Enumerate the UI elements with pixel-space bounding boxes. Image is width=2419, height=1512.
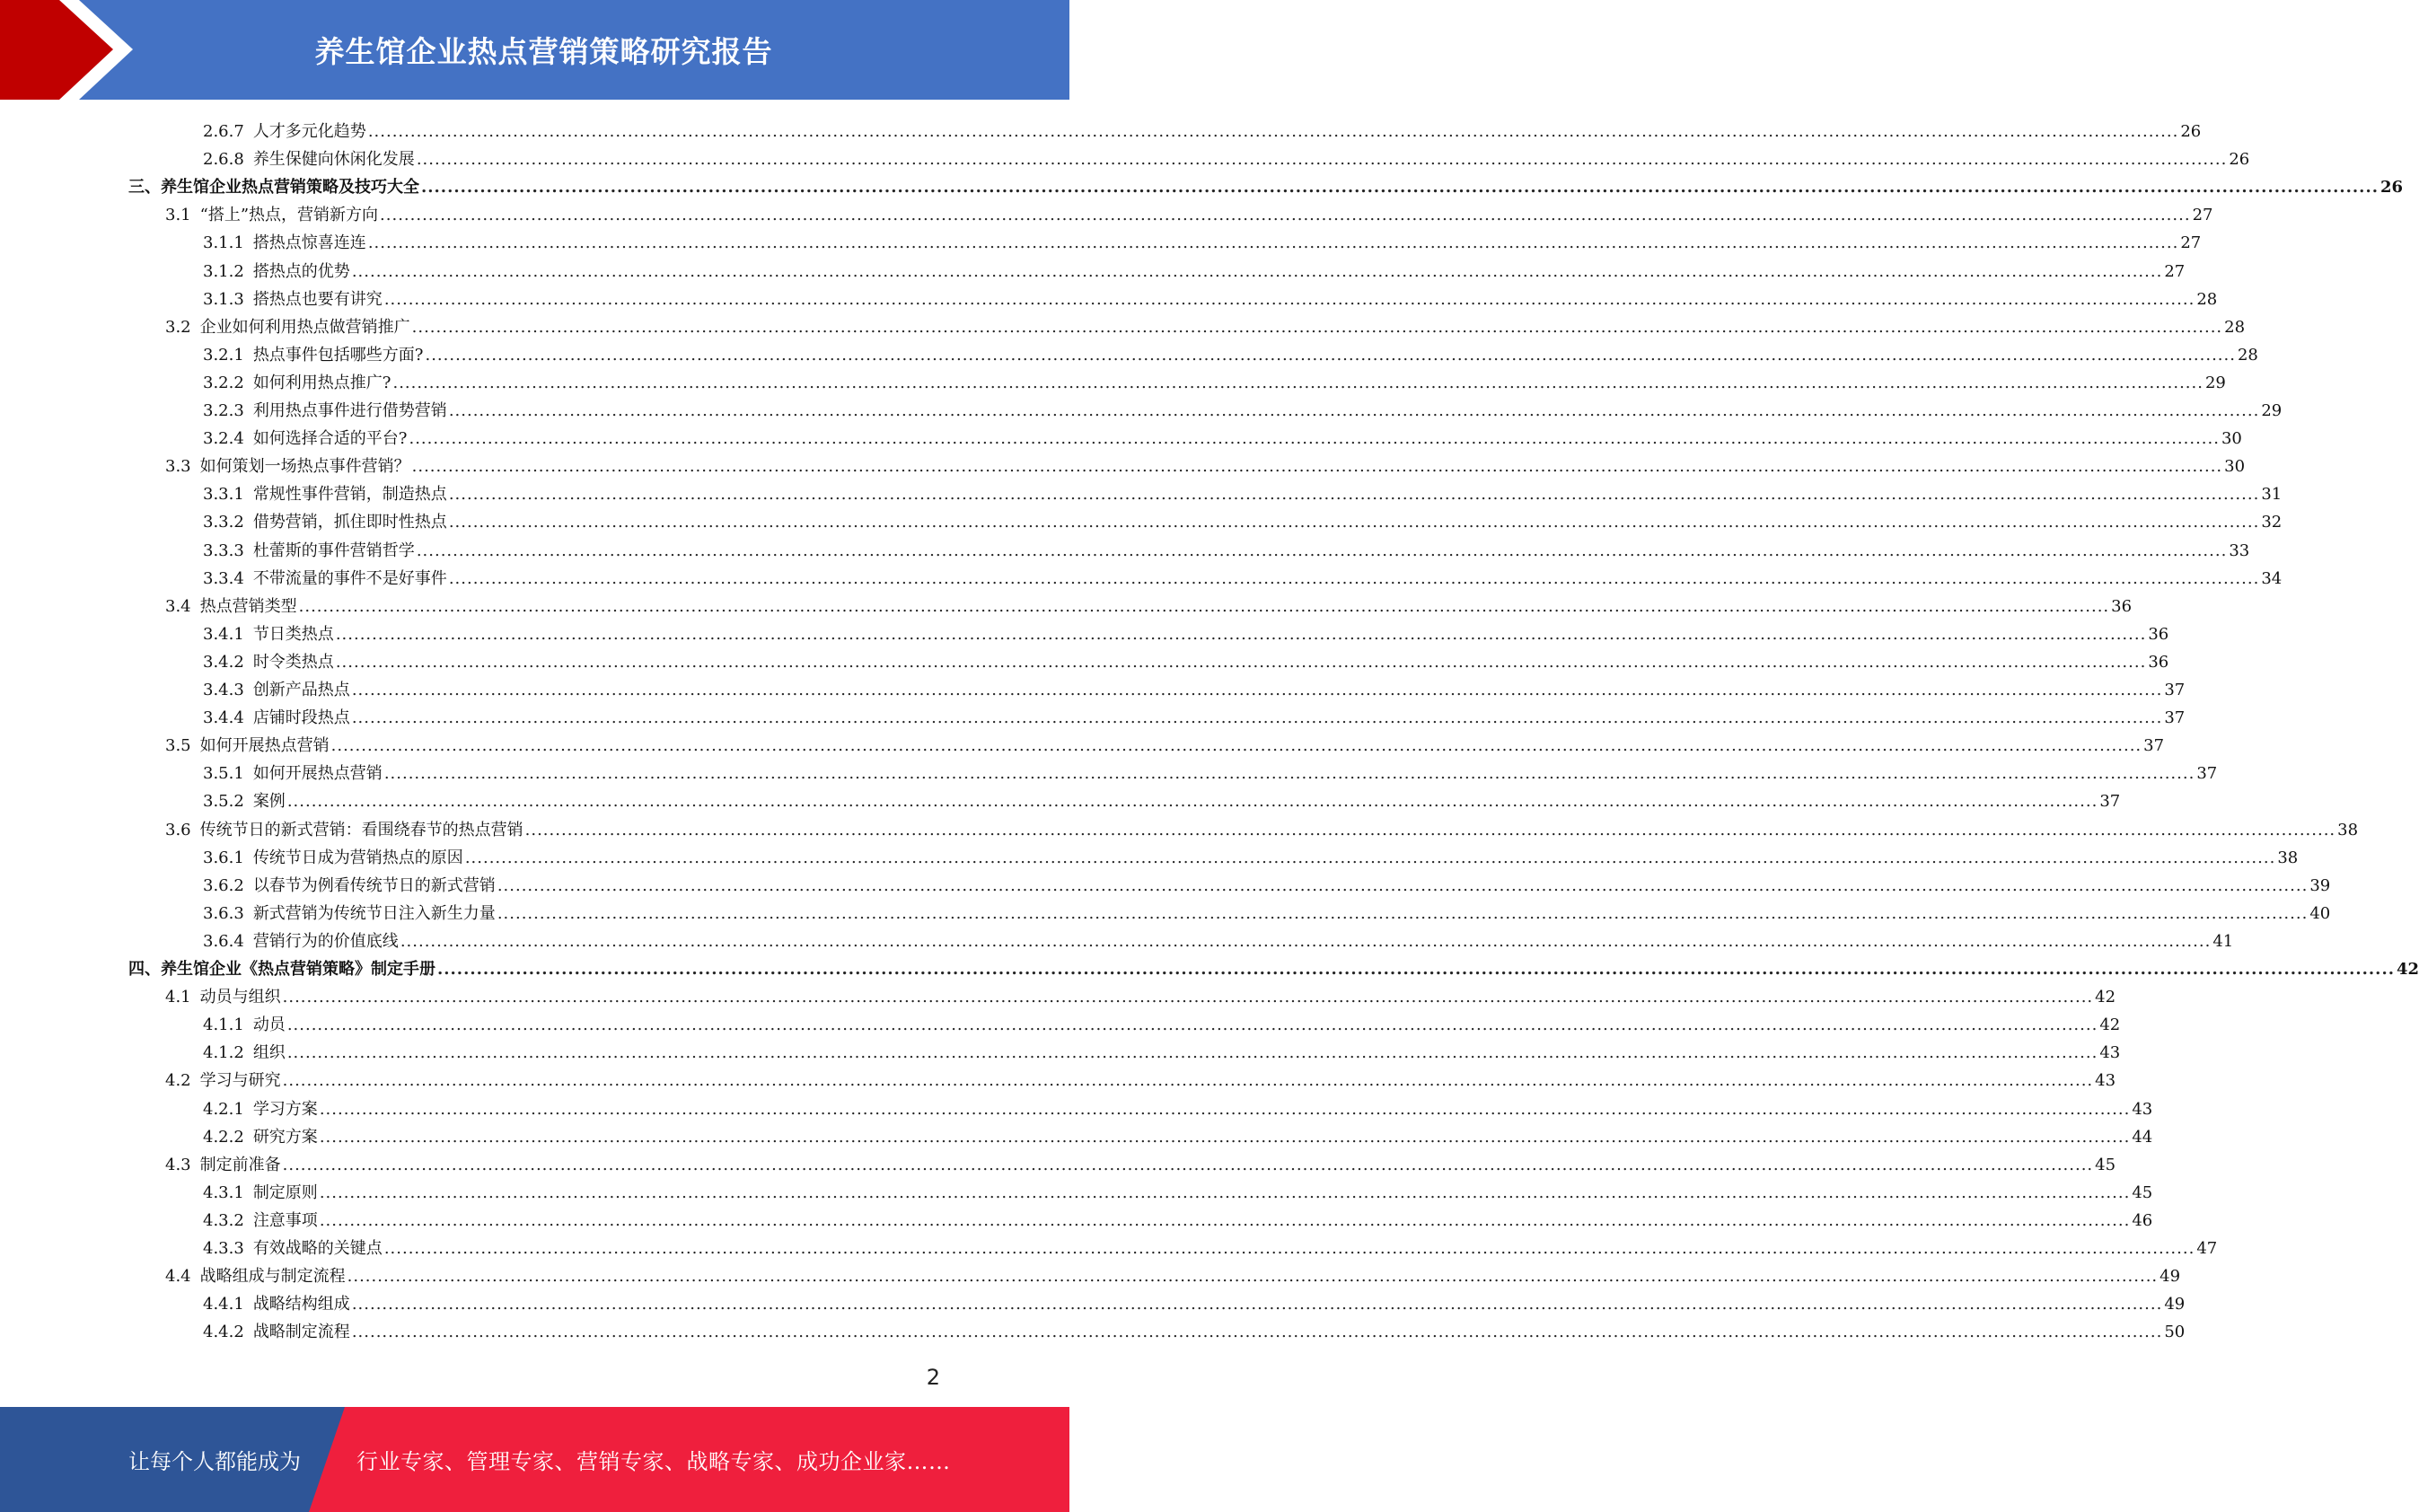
- toc-dot-leader: ............................................................................................................................................................................................................................................................................................................: [319, 1127, 2131, 1147]
- toc-dot-leader: ............................................................................................................................................................................................................................................................................................................: [411, 317, 2223, 337]
- toc-entry-title: 学习方案: [252, 1099, 318, 1119]
- toc-entry-page: 37: [2164, 681, 2186, 699]
- toc-entry[interactable]: [165, 310, 2246, 338]
- toc-dot-leader: ............................................................................................................................................................................................................................................................................................................: [409, 429, 2220, 449]
- toc-entry-page: 33: [2229, 541, 2250, 560]
- toc-entry-title: 不带流量的事件不是好事件: [252, 568, 447, 588]
- toc-entry-page: 47: [2196, 1239, 2218, 1258]
- toc-entry-number: 3.3.4: [203, 568, 244, 588]
- toc-entry-page: 43: [2132, 1099, 2153, 1119]
- toc-entry[interactable]: [203, 924, 2234, 952]
- toc-entry-page: 28: [2237, 345, 2258, 365]
- toc-entry-page: 45: [2095, 1155, 2116, 1174]
- toc-entry-number: 2.6.8: [203, 150, 244, 170]
- toc-entry-page: 26: [2379, 178, 2404, 198]
- toc-entry-title: 热点营销类型: [199, 596, 297, 616]
- toc-entry-page: 45: [2132, 1182, 2153, 1202]
- toc-entry-title: 如何利用热点推广?: [252, 373, 391, 392]
- toc-entry-title: 搭热点也要有讲究: [252, 289, 383, 309]
- toc-entry-title: 三、养生馆企业热点营销策略及技巧大全: [128, 178, 419, 198]
- toc-dot-leader: ............................................................................................................................................................................................................................................................................................................: [286, 1043, 2098, 1063]
- toc-entry-page: 50: [2164, 1323, 2186, 1342]
- toc-entry-number: 4.4: [165, 1267, 191, 1287]
- toc-entry-number: 4.1.2: [203, 1043, 244, 1063]
- page-footer: [0, 1407, 1069, 1512]
- toc-entry[interactable]: [203, 1314, 2186, 1342]
- toc-entry[interactable]: [165, 1147, 2116, 1175]
- toc-dot-leader: ............................................................................................................................................................................................................................................................................................................: [497, 903, 2309, 923]
- toc-dot-leader: ............................................................................................................................................................................................................................................................................................................: [383, 764, 2195, 784]
- page-header: [0, 0, 1069, 100]
- toc-dot-leader: ............................................................................................................................................................................................................................................................................................................: [319, 1210, 2131, 1230]
- toc-entry-number: 3.4.1: [203, 624, 244, 644]
- toc-entry-number: 3.3: [165, 457, 191, 477]
- toc-entry-page: 34: [2261, 568, 2283, 588]
- toc-entry-title: 制定原则: [252, 1182, 318, 1202]
- toc-entry[interactable]: [203, 1175, 2153, 1203]
- toc-entry-title: 研究方案: [252, 1127, 318, 1147]
- toc-entry-page: 36: [2111, 596, 2133, 616]
- toc-entry-page: 44: [2132, 1127, 2153, 1147]
- toc-entry-number: 3.5.2: [203, 792, 244, 812]
- toc-entry-title: 人才多元化趋势: [252, 122, 366, 141]
- toc-entry-page: 43: [2099, 1043, 2121, 1063]
- toc-dot-leader: ............................................................................................................................................................................................................................................................................................................: [497, 875, 2309, 895]
- toc-entry-title: 搭热点惊喜连连: [252, 233, 366, 253]
- toc-entry[interactable]: [165, 1063, 2116, 1091]
- toc-entry-title: 如何选择合适的平台?: [252, 429, 408, 449]
- toc-entry[interactable]: [203, 756, 2218, 784]
- toc-entry-page: 49: [2160, 1267, 2181, 1287]
- toc-entry-page: 42: [2099, 1015, 2121, 1035]
- toc-entry-number: 3.6.4: [203, 931, 244, 951]
- toc-entry-page: 30: [2224, 457, 2246, 477]
- toc-entry[interactable]: [165, 728, 2165, 756]
- toc-entry[interactable]: [203, 114, 2202, 142]
- toc-dot-leader: ............................................................................................................................................................................................................................................................................................................: [383, 1239, 2195, 1258]
- toc-entry-number: 4.3: [165, 1155, 191, 1174]
- toc-entry[interactable]: [203, 477, 2283, 505]
- toc-entry-page: 39: [2309, 875, 2331, 895]
- toc-dot-leader: ............................................................................................................................................................................................................................................................................................................: [298, 596, 2110, 616]
- toc-entry[interactable]: [203, 1287, 2186, 1314]
- toc-entry-title: 创新产品热点: [252, 681, 350, 699]
- toc-entry[interactable]: [165, 813, 2359, 840]
- toc-entry-number: 2.6.7: [203, 122, 244, 141]
- toc-entry[interactable]: [203, 505, 2283, 532]
- toc-entry-title: 案例: [252, 792, 286, 812]
- toc-dot-leader: ............................................................................................................................................................................................................................................................................................................: [448, 568, 2260, 588]
- toc-entry-title: 新式营销为传统节日注入新生力量: [252, 903, 496, 923]
- toc-dot-leader: ............................................................................................................................................................................................................................................................................................................: [383, 289, 2195, 309]
- toc-dot-leader: ............................................................................................................................................................................................................................................................................................................: [392, 373, 2203, 392]
- toc-entry-title: 借势营销，抓住即时性热点: [252, 513, 447, 532]
- toc-dot-leader: ............................................................................................................................................................................................................................................................................................................: [367, 122, 2179, 141]
- toc-entry-page: 42: [2095, 988, 2116, 1007]
- toc-dot-leader: ............................................................................................................................................................................................................................................................................................................: [351, 708, 2163, 728]
- toc-entry-number: 3.1.2: [203, 261, 244, 281]
- toc-entry-page: 27: [2164, 261, 2186, 281]
- toc-entry-number: 3.6.2: [203, 875, 244, 895]
- toc-entry[interactable]: [203, 1092, 2153, 1120]
- toc-entry-page: 26: [2180, 122, 2202, 141]
- toc-entry-number: 3.2.3: [203, 401, 244, 420]
- toc-entry[interactable]: [203, 421, 2242, 449]
- toc-entry[interactable]: [203, 700, 2186, 728]
- toc-entry-title: 如何开展热点营销: [199, 736, 330, 756]
- toc-dot-leader: ............................................................................................................................................................................................................................................................................................................: [286, 792, 2098, 812]
- toc-dot-leader: ............................................................................................................................................................................................................................................................................................................: [448, 401, 2260, 420]
- toc-entry[interactable]: [203, 672, 2186, 700]
- toc-entry-title: 热点事件包括哪些方面?: [252, 345, 424, 365]
- toc-entry-number: 4.3.3: [203, 1239, 244, 1258]
- toc-entry-number: 3.1: [165, 206, 191, 225]
- toc-dot-leader: ............................................................................................................................................................................................................................................................................................................: [416, 541, 2228, 560]
- toc-entry-page: 41: [2212, 931, 2234, 951]
- toc-entry-title: 营销行为的价值底线: [252, 931, 399, 951]
- toc-entry-title: 战略组成与制定流程: [199, 1267, 346, 1287]
- toc-entry[interactable]: [203, 617, 2169, 645]
- toc-entry[interactable]: [128, 952, 2419, 980]
- toc-entry-number: 3.5.1: [203, 764, 244, 784]
- toc-entry-page: 40: [2309, 903, 2331, 923]
- toc-dot-leader: ............................................................................................................................................................................................................................................................................................................: [524, 820, 2336, 840]
- toc-entry-title: 时令类热点: [252, 652, 334, 672]
- toc-entry-title: 动员与组织: [199, 988, 281, 1007]
- toc-entry[interactable]: [203, 1007, 2121, 1035]
- toc-entry-page: 43: [2095, 1071, 2116, 1091]
- toc-entry[interactable]: [203, 840, 2299, 868]
- toc-entry-number: 3.4.4: [203, 708, 244, 728]
- toc-entry-page: 49: [2164, 1295, 2186, 1314]
- toc-dot-leader: ............................................................................................................................................................................................................................................................................................................: [351, 261, 2163, 281]
- toc-entry-number: 4.4.1: [203, 1295, 244, 1314]
- toc-entry-page: 37: [2164, 708, 2186, 728]
- toc-entry-title: 四、养生馆企业《热点营销策略》制定手册: [128, 960, 435, 979]
- toc-entry[interactable]: [203, 338, 2258, 365]
- toc-entry-title: 杜蕾斯的事件营销哲学: [252, 541, 415, 560]
- toc-entry-number: 3.2.1: [203, 345, 244, 365]
- toc-entry-title: 以春节为例看传统节日的新式营销: [252, 875, 496, 895]
- toc-entry[interactable]: [203, 1203, 2153, 1231]
- toc-dot-leader: ............................................................................................................................................................................................................................................................................................................: [282, 1155, 2094, 1174]
- toc-entry-page: 29: [2261, 401, 2283, 420]
- toc-dot-leader: ............................................................................................................................................................................................................................................................................................................: [282, 988, 2094, 1007]
- toc-entry-page: 26: [2229, 150, 2250, 170]
- footer-slogan-right: 行业专家、管理专家、营销专家、战略专家、成功企业家……: [356, 1449, 951, 1474]
- toc-entry-page: 37: [2143, 736, 2165, 756]
- toc-entry-number: 3.4: [165, 596, 191, 616]
- toc-entry-number: 3.2.4: [203, 429, 244, 449]
- toc-entry-title: 利用热点事件进行借势营销: [252, 401, 447, 420]
- toc-entry[interactable]: [203, 254, 2186, 282]
- toc-entry[interactable]: [165, 198, 2213, 225]
- toc-entry-number: 3.3.2: [203, 513, 244, 532]
- toc-entry[interactable]: [165, 1259, 2181, 1287]
- toc-dot-leader: ............................................................................................................................................................................................................................................................................................................: [421, 178, 2379, 198]
- toc-entry-number: 3.4.2: [203, 652, 244, 672]
- toc-dot-leader: ............................................................................................................................................................................................................................................................................................................: [282, 1071, 2094, 1091]
- toc-entry-title: 常规性事件营销，制造热点: [252, 485, 447, 505]
- toc-entry[interactable]: [203, 393, 2283, 421]
- toc-dot-leader: ............................................................................................................................................................................................................................................................................................................: [351, 1323, 2163, 1342]
- toc-entry-page: 38: [2277, 848, 2299, 867]
- toc-entry[interactable]: [203, 896, 2331, 924]
- toc-entry-page: 29: [2204, 373, 2226, 392]
- toc-dot-leader: ............................................................................................................................................................................................................................................................................................................: [286, 1015, 2098, 1035]
- toc-entry-title: 动员: [252, 1015, 286, 1035]
- toc-dot-leader: ............................................................................................................................................................................................................................................................................................................: [425, 345, 2236, 365]
- toc-entry[interactable]: [203, 784, 2121, 812]
- toc-dot-leader: ............................................................................................................................................................................................................................................................................................................: [411, 457, 2223, 477]
- toc-entry[interactable]: [203, 533, 2250, 561]
- toc-dot-leader: ............................................................................................................................................................................................................................................................................................................: [448, 513, 2260, 532]
- toc-dot-leader: ............................................................................................................................................................................................................................................................................................................: [367, 233, 2179, 253]
- toc-dot-leader: ............................................................................................................................................................................................................................................................................................................: [380, 206, 2191, 225]
- toc-dot-leader: ............................................................................................................................................................................................................................................................................................................: [437, 960, 2395, 979]
- page-number: 2: [926, 1365, 940, 1390]
- toc-dot-leader: ............................................................................................................................................................................................................................................................................................................: [351, 1295, 2163, 1314]
- toc-entry-title: 战略结构组成: [252, 1295, 350, 1314]
- toc-entry-number: 3.3.1: [203, 485, 244, 505]
- toc-entry-title: 有效战略的关键点: [252, 1239, 383, 1258]
- toc-entry[interactable]: [203, 1231, 2218, 1259]
- toc-entry-title: 企业如何利用热点做营销推广: [199, 317, 410, 337]
- toc-entry[interactable]: [203, 142, 2250, 170]
- toc-entry-title: 传统节日的新式营销：看围绕春节的热点营销: [199, 820, 523, 840]
- toc-entry-page: 36: [2148, 624, 2169, 644]
- toc-entry-number: 3.6.3: [203, 903, 244, 923]
- toc-entry-title: 制定前准备: [199, 1155, 281, 1174]
- toc-entry[interactable]: [128, 170, 2404, 198]
- toc-entry-number: 3.5: [165, 736, 191, 756]
- toc-entry[interactable]: [203, 1035, 2121, 1063]
- toc-entry[interactable]: [203, 365, 2226, 393]
- toc-entry-title: 如何策划一场热点事件营销？: [199, 457, 410, 477]
- toc-entry-number: 4.2: [165, 1071, 191, 1091]
- toc-entry-page: 42: [2396, 960, 2419, 979]
- toc-entry-number: 3.4.3: [203, 681, 244, 699]
- toc-entry-title: 养生保健向休闲化发展: [252, 150, 415, 170]
- toc-entry[interactable]: [165, 589, 2133, 617]
- toc-entry-number: 3.6: [165, 820, 191, 840]
- toc-entry[interactable]: [165, 980, 2116, 1007]
- toc-entry-number: 3.2: [165, 317, 191, 337]
- toc-dot-leader: ............................................................................................................................................................................................................................................................................................................: [319, 1099, 2131, 1119]
- toc-entry-page: 27: [2180, 233, 2202, 253]
- toc-entry[interactable]: [203, 868, 2331, 896]
- toc-entry-page: 28: [2224, 317, 2246, 337]
- toc-dot-leader: ............................................................................................................................................................................................................................................................................................................: [400, 931, 2212, 951]
- toc-entry[interactable]: [203, 645, 2169, 672]
- toc-entry-number: 4.4.2: [203, 1323, 244, 1342]
- toc-entry-number: 4.3.1: [203, 1182, 244, 1202]
- toc-entry-page: 32: [2261, 513, 2283, 532]
- footer-slogan-left: 让每个人都能成为: [128, 1449, 301, 1474]
- toc-entry-title: 节日类热点: [252, 624, 334, 644]
- toc-entry-title: 如何开展热点营销: [252, 764, 383, 784]
- toc-dot-leader: ............................................................................................................................................................................................................................................................................................................: [347, 1267, 2159, 1287]
- toc-entry-page: 28: [2196, 289, 2218, 309]
- toc-entry-page: 37: [2196, 764, 2218, 784]
- toc-entry-title: 搭热点的优势: [252, 261, 350, 281]
- toc-entry-page: 31: [2261, 485, 2283, 505]
- toc-entry-title: 学习与研究: [199, 1071, 281, 1091]
- toc-entry-number: 3.6.1: [203, 848, 244, 867]
- toc-dot-leader: ............................................................................................................................................................................................................................................................................................................: [464, 848, 2276, 867]
- toc-entry[interactable]: [203, 561, 2283, 589]
- toc-entry-title: 组织: [252, 1043, 286, 1063]
- toc-entry-page: 37: [2099, 792, 2121, 812]
- toc-dot-leader: ............................................................................................................................................................................................................................................................................................................: [319, 1182, 2131, 1202]
- toc-entry-number: 4.1: [165, 988, 191, 1007]
- toc-entry-number: 4.1.1: [203, 1015, 244, 1035]
- toc-entry-number: 3.1.1: [203, 233, 244, 253]
- document-title: 养生馆企业热点营销策略研究报告: [314, 34, 773, 69]
- toc-entry-page: 27: [2192, 206, 2213, 225]
- toc-dot-leader: ............................................................................................................................................................................................................................................................................................................: [416, 150, 2228, 170]
- toc-entry-number: 4.2.2: [203, 1127, 244, 1147]
- toc-dot-leader: ............................................................................................................................................................................................................................................................................................................: [448, 485, 2260, 505]
- toc-entry-title: 传统节日成为营销热点的原因: [252, 848, 463, 867]
- toc-entry-number: 3.3.3: [203, 541, 244, 560]
- toc-entry-number: 4.2.1: [203, 1099, 244, 1119]
- toc-entry-title: “搭上”热点，营销新方向: [199, 206, 379, 225]
- toc-dot-leader: ............................................................................................................................................................................................................................................................................................................: [335, 652, 2147, 672]
- toc-dot-leader: ............................................................................................................................................................................................................................................................................................................: [330, 736, 2142, 756]
- toc-entry-page: 30: [2221, 429, 2242, 449]
- toc-entry-number: 4.3.2: [203, 1210, 244, 1230]
- toc-entry-page: 36: [2148, 652, 2169, 672]
- toc-entry-title: 店铺时段热点: [252, 708, 350, 728]
- toc-entry[interactable]: [165, 449, 2246, 477]
- toc-entry-title: 注意事项: [252, 1210, 318, 1230]
- toc-entry[interactable]: [203, 1120, 2153, 1147]
- toc-entry-number: 3.1.3: [203, 289, 244, 309]
- toc-entry-title: 战略制定流程: [252, 1323, 350, 1342]
- toc-dot-leader: ............................................................................................................................................................................................................................................................................................................: [351, 681, 2163, 699]
- toc-entry-number: 3.2.2: [203, 373, 244, 392]
- toc-entry-page: 38: [2337, 820, 2359, 840]
- toc-entry-page: 46: [2132, 1210, 2153, 1230]
- toc-entry[interactable]: [203, 282, 2218, 310]
- toc-entry[interactable]: [203, 225, 2202, 253]
- toc-dot-leader: ............................................................................................................................................................................................................................................................................................................: [335, 624, 2147, 644]
